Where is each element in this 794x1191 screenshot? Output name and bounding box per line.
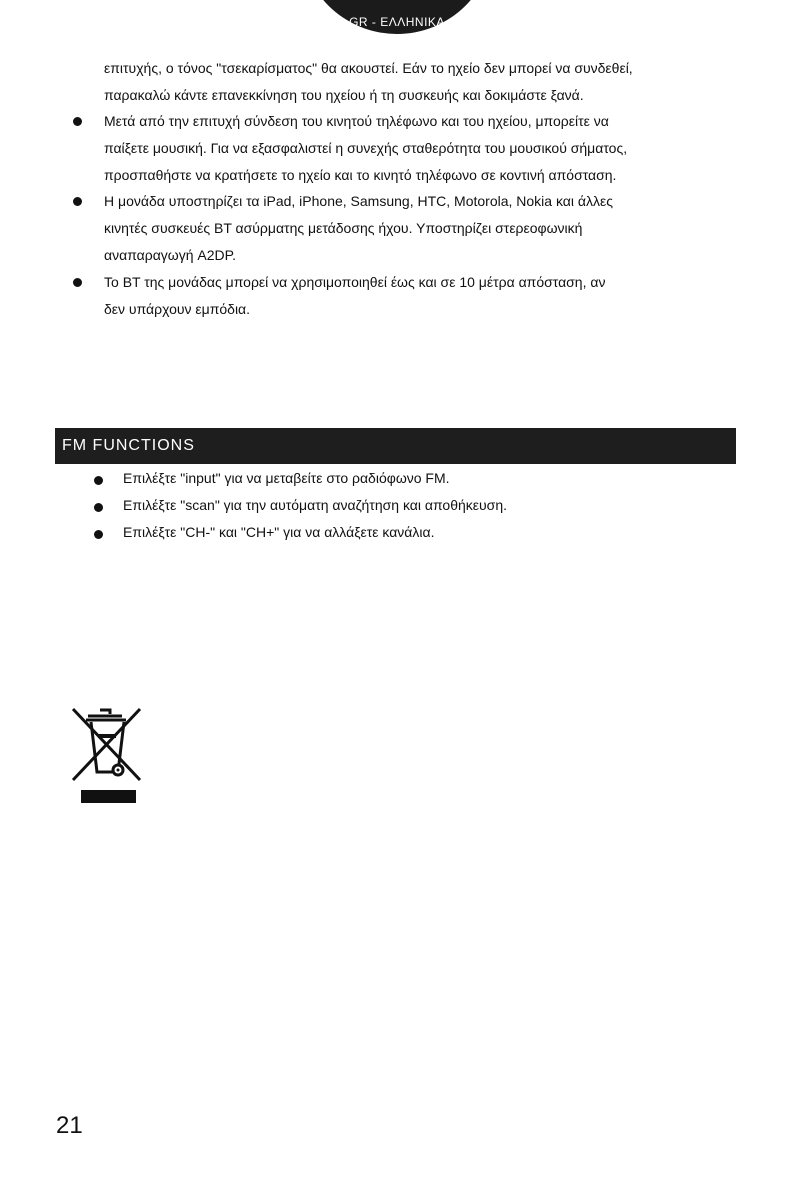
intro-continuation <box>104 55 633 109</box>
bullet-item <box>104 188 613 269</box>
text-line: παρακαλώ κάντε επανεκκίνηση του ηχείου ή τη συσκευής και δοκιμάστε ξανά. <box>104 87 584 103</box>
text-line: παίξετε μουσική. Για να εξασφαλιστεί η συνεχής σταθερότητα του μουσικού σήματος, <box>104 140 628 156</box>
text-line: Το BT της μονάδας μπορεί να χρησιμοποιηθεί έως και σε 10 μέτρα απόσταση, αν <box>104 274 606 290</box>
bullet-item <box>104 269 605 323</box>
language-header: GR - ΕΛΛΗΝΙΚΑ <box>349 15 445 29</box>
crossed-out-wheelie-bin-icon <box>70 706 142 806</box>
bullet-icon <box>73 197 82 206</box>
text-line: Μετά από την επιτυχή σύνδεση του κινητού τηλέφωνο και του ηχείου, μπορείτε να <box>104 113 609 129</box>
page-number: 21 <box>56 1112 83 1139</box>
text-line: προσπαθήστε να κρατήσετε το ηχείο και το κινητό τηλέφωνο σε κοντινή απόσταση. <box>104 167 617 183</box>
bullet-icon <box>94 530 103 539</box>
bullet-icon <box>73 278 82 287</box>
bullet-icon <box>94 503 103 512</box>
fm-item-channels: Επιλέξτε "CH-" και "CH+" για να αλλάξετε κανάλια. <box>123 524 435 540</box>
bullet-icon <box>73 117 82 126</box>
text-line: δεν υπάρχουν εμπόδια. <box>104 301 251 317</box>
bullet-icon <box>94 476 103 485</box>
bullet-item <box>104 108 627 189</box>
fm-item-scan: Επιλέξτε "scan" για την αυτόματη αναζήτηση και αποθήκευση. <box>123 497 507 513</box>
fm-item-input: Επιλέξτε "input" για να μεταβείτε στο ραδιόφωνο FM. <box>123 470 450 486</box>
text-line: κινητές συσκευές BT ασύρματης μετάδοσης ήχου. Υποστηρίζει στερεοφωνική <box>104 220 583 236</box>
section-title: FM FUNCTIONS <box>62 437 195 454</box>
fm-functions-header <box>55 428 736 464</box>
text-line: αναπαραγωγή A2DP. <box>104 247 237 263</box>
text-line: Η μονάδα υποστηρίζει τα iPad, iPhone, Samsung, HTC, Motorola, Nokia και άλλες <box>104 193 613 209</box>
text-line: επιτυχής, ο τόνος "τσεκαρίσματος" θα ακουστεί. Εάν το ηχείο δεν μπορεί να συνδεθεί, <box>104 60 633 76</box>
